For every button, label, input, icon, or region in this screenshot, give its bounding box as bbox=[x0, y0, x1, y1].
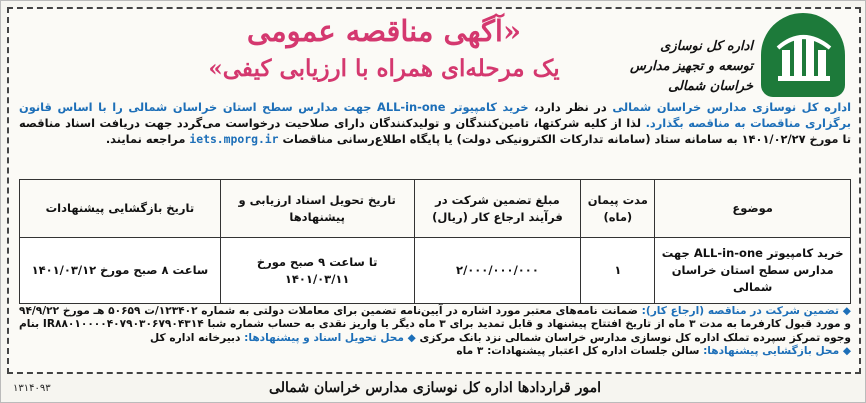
opening-text: سالن جلسات اداره کل اعتبار پیشنهادات: ۳ ماه bbox=[456, 345, 704, 358]
opening-label: محل بازگشایی پیشنهادها: bbox=[703, 345, 840, 358]
tender-table bbox=[19, 179, 851, 304]
opening-note bbox=[19, 345, 851, 358]
guarantee-label: تضمین شرکت در مناقصه (ارجاع کار): bbox=[641, 305, 840, 317]
notice-header bbox=[9, 9, 859, 99]
org-line-2: توسعه و تجهیز مدارس خراسان شمالی bbox=[630, 59, 753, 94]
intro-org: اداره کل نوسازی مدارس خراسان شمالی bbox=[612, 100, 851, 114]
notice-notes bbox=[19, 305, 851, 359]
guarantee-note bbox=[19, 305, 851, 345]
cell-term: ۱ bbox=[581, 238, 655, 304]
guarantee-text: ضمانت نامه‌های معتبر مورد اشاره در آیین‌نامه تضمین برای معاملات دولتی به شماره ۱۲۳۴۰۲/ت ۵۰۶۵۹ هـ مورخ ۹۴/۹/۲۲ و مورد قبول کارفرما به مدت ۳ ماه از تاریخ افتتاح پیشنهاد و قابل تمدید برای ۳ ماه دیگر یا واریز نقدی به حساب شماره شبا IR۸۸۰۱۰۰۰۰۴۰۷۹۰۳۰۶۷۹۰۴۳۱۴ بنام وجوه تمرکز سپرده تملک اداره کل نوسازی مدارس خراسان شمالی نزد بانک مرکزی bbox=[19, 305, 851, 344]
cell-opening: ساعت ۸ صبح مورخ ۱۴۰۱/۰۳/۱۲ bbox=[20, 238, 221, 304]
cell-subject: خرید کامپیوتر ALL-in-one جهت مدارس سطح استان خراسان شمالی bbox=[655, 238, 851, 304]
header-opening: تاریخ بازگشایی پیشنهادات bbox=[20, 180, 221, 238]
diamond-bullet-icon: ◆ bbox=[842, 305, 851, 317]
intro-paragraph bbox=[19, 99, 851, 147]
delivery-text: دبیرخانه اداره کل bbox=[150, 331, 245, 344]
notice-title bbox=[184, 11, 584, 87]
footer-code: ۱۳۱۴۰۹۳ bbox=[13, 382, 51, 394]
cell-delivery: تا ساعت ۹ صبح مورخ ۱۴۰۱/۰۳/۱۱ bbox=[220, 238, 414, 304]
organization-name bbox=[613, 37, 753, 97]
header-delivery: تاریخ تحویل اسناد ارزیابی و پیشنهادها bbox=[220, 180, 414, 238]
delivery-label: محل تحویل اسناد و پیشنهادها: bbox=[244, 331, 404, 344]
diamond-bullet-icon: ◆ bbox=[407, 331, 416, 344]
table-header-row bbox=[20, 180, 851, 238]
title-line-1: «آگهی مناقصه عمومی bbox=[246, 14, 522, 48]
tender-site-link[interactable]: iets.mporg.ir bbox=[189, 132, 279, 146]
org-line-1: اداره کل نوسازی bbox=[660, 39, 753, 54]
intro-text-1: در نظر دارد، bbox=[528, 100, 613, 114]
organization-logo bbox=[761, 13, 845, 97]
header-term: مدت پیمان (ماه) bbox=[581, 180, 655, 238]
cell-guarantee: ۲/۰۰۰/۰۰۰/۰۰۰ bbox=[414, 238, 581, 304]
intro-text-3: مراجعه نمایند. bbox=[105, 132, 190, 146]
intro-text-2: لذا از کلیه شرکتها، تامین‌کنندگان و تولیدکنندگان دارای صلاحیت درخواست می‌گردد جهت دریافت اسناد مناقصه تا مورخ ۱۴۰۱/۰۲/۲۷ به سامانه ستاد (سامانه تدارکات الکترونیکی دولت) یا پایگاه اطلاع‌رسانی مناقصات bbox=[19, 116, 851, 146]
notice-frame bbox=[7, 7, 861, 374]
header-subject: موضوع bbox=[655, 180, 851, 238]
notice-footer bbox=[7, 377, 861, 399]
diamond-bullet-icon: ◆ bbox=[842, 345, 851, 358]
table-row bbox=[20, 238, 851, 304]
header-guarantee: مبلغ تضمین شرکت در فرآیند ارجاع کار (ریال) bbox=[414, 180, 581, 238]
footer-organization: امور قراردادها اداره کل نوسازی مدارس خراسان شمالی bbox=[269, 380, 601, 396]
intro-subject: خرید کامپیوتر ALL-in-one جهت مدارس سطح استان خراسان شمالی را با اساس قانون برگزاری مناقصات به مناقصه بگذارد. bbox=[19, 100, 851, 130]
title-line-2: یک مرحله‌ای همراه با ارزیابی کیفی» bbox=[208, 55, 560, 82]
emblem-icon bbox=[772, 24, 834, 86]
